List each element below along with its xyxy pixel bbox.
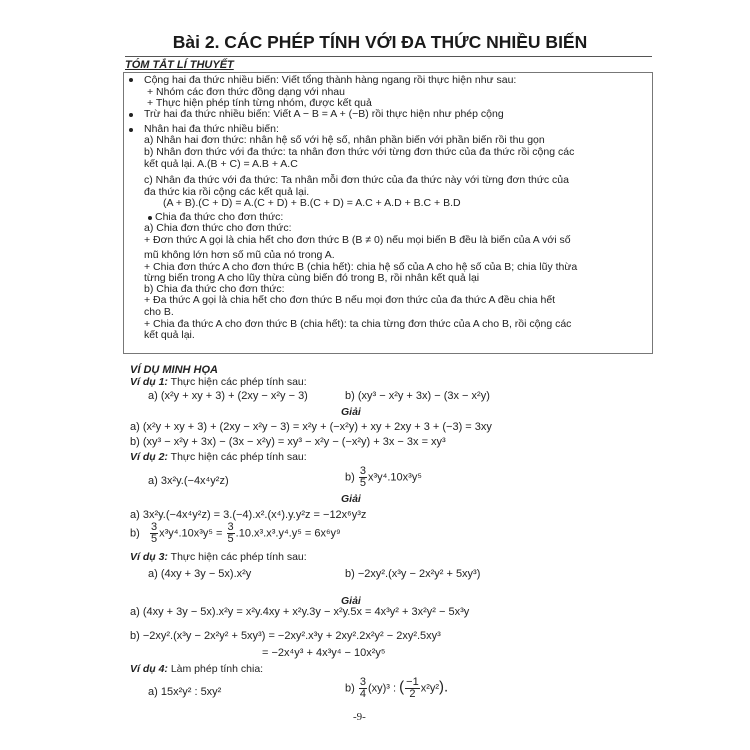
fraction [359, 677, 367, 700]
denominator: 2 [409, 688, 416, 700]
theory-heading: TÓM TẮT LÍ THUYẾT [125, 59, 234, 71]
theory-line: a) Nhân hai đơn thức: nhân hệ số với hệ số, nhân phần biến với phần biến rồi thu gọn [144, 134, 545, 146]
denominator: 5 [150, 533, 158, 545]
solution-2-b [130, 522, 341, 545]
numerator: −1 [406, 676, 419, 688]
example-3-prompt [130, 551, 307, 563]
example-4-b [345, 677, 448, 700]
example-1-a: a) (x²y + xy + 3) + (2xy − x²y − 3) [148, 390, 308, 402]
theory-line: (A + B).(C + D) = A.(C + D) + B.(C + D) = A.C + A.D + B.C + B.D [163, 197, 461, 209]
fraction [227, 522, 235, 545]
numerator: 3 [359, 676, 366, 688]
example-label: Ví dụ 1: [130, 376, 168, 388]
title-rule [125, 56, 652, 57]
theory-line: + Đa thức A gọi là chia hết cho đơn thức B nếu mọi đơn thức của đa thức A đều chia hết [144, 294, 556, 306]
expression: x²y² [420, 682, 440, 695]
theory-line: mũ không lớn hơn số mũ của nó trong A. [144, 249, 335, 261]
theory-line: Chia đa thức cho đơn thức: [155, 211, 284, 223]
example-1-prompt [130, 376, 307, 388]
example-3-a: a) (4xy + 3y − 5x).x²y [148, 568, 252, 580]
numerator: 3 [150, 521, 158, 533]
bullet-icon [129, 128, 133, 132]
solution-label: Giải [341, 406, 361, 418]
theory-line: đa thức kia rồi cộng các kết quả lại. [144, 186, 310, 198]
theory-line: Trừ hai đa thức nhiều biến: Viết A − B = A + (−B) rồi thực hiện như phép cộng [144, 108, 504, 120]
item-label: b) [345, 471, 355, 484]
solution-2-a: a) 3x²y.(−4x⁴y²z) = 3.(−4).x².(x⁴).y.y²z = −12x⁶y³z [130, 509, 367, 521]
examples-heading: VÍ DỤ MINH HỌA [130, 364, 218, 376]
expression: x³y⁴.10x³y⁵ = [159, 527, 223, 540]
paren: ( [399, 678, 405, 696]
example-prompt: Thực hiện các phép tính sau: [170, 551, 307, 563]
example-label: Ví dụ 2: [130, 451, 168, 463]
theory-line: + Đơn thức A gọi là chia hết cho đơn thức B (B ≠ 0) nếu mọi biến B đều là biến của A với số [144, 234, 571, 246]
example-4-prompt [130, 663, 263, 675]
bullet-icon [129, 78, 133, 82]
theory-line: + Chia đa thức A cho đơn thức B (chia hết): ta chia từng đơn thức của A cho B, rồi cộng các [144, 318, 572, 330]
theory-line: + Nhóm các đơn thức đồng dạng với nhau [147, 86, 345, 98]
solution-3-b-continued: = −2x⁴y³ + 4x³y⁴ − 10x²y⁵ [262, 647, 386, 659]
solution-3-a: a) (4xy + 3y − 5x).x²y = x²y.4xy + x²y.3y − x²y.5x = 4x³y² + 3x²y² − 5x³y [130, 606, 470, 618]
item-label: b) [130, 527, 140, 540]
page-title: Bài 2. CÁC PHÉP TÍNH VỚI ĐA THỨC NHIỀU BIẾN [172, 32, 588, 52]
paren: ). [439, 678, 449, 696]
theory-line: c) Nhân đa thức với đa thức: Ta nhân mỗi đơn thức của đa thức này với từng đơn thức của [144, 174, 569, 186]
bullet-icon [129, 113, 133, 117]
numerator: 3 [359, 465, 366, 477]
theory-line: b) Chia đa thức cho đơn thức: [144, 283, 285, 295]
fraction [150, 522, 158, 545]
denominator: 5 [227, 533, 234, 545]
example-label: Ví dụ 4: [130, 663, 168, 675]
theory-line: + Thực hiện phép tính từng nhóm, được kết quả [147, 97, 372, 109]
example-label: Ví dụ 3: [130, 551, 168, 563]
example-2-a: a) 3x²y.(−4x⁴y²z) [148, 475, 229, 487]
example-2-b [345, 466, 422, 489]
theory-line: Nhân hai đa thức nhiều biến: [144, 123, 279, 135]
theory-line: a) Chia đơn thức cho đơn thức: [144, 222, 292, 234]
example-4-a: a) 15x²y² : 5xy² [148, 686, 222, 698]
example-3-b: b) −2xy².(x³y − 2x²y² + 5xy³) [345, 568, 481, 580]
expression: (xy)³ : [367, 682, 397, 695]
theory-line: kết quả lại. [144, 329, 195, 341]
theory-line: b) Nhân đơn thức với đa thức: ta nhân đơn thức với từng đơn thức của đa thức rồi cộng các [144, 146, 575, 158]
page-number: -9- [353, 711, 366, 723]
theory-line: kết quả lại. A.(B + C) = A.B + A.C [144, 158, 298, 170]
numerator: 3 [227, 521, 234, 533]
theory-line: + Chia đơn thức A cho đơn thức B (chia hết): chia hệ số của A cho hệ số của B; chia lũy thừa [144, 261, 578, 273]
item-label: b) [345, 682, 355, 695]
solution-label: Giải [341, 595, 361, 607]
example-prompt: Thực hiện các phép tính sau: [170, 451, 307, 463]
example-prompt: Làm phép tính chia: [170, 663, 264, 675]
example-2-prompt [130, 451, 307, 463]
fraction [405, 677, 420, 700]
solution-3-b: b) −2xy².(x³y − 2x²y² + 5xy³) = −2xy².x³y + 2xy².2x²y² − 2xy².5xy³ [130, 630, 441, 642]
bullet-icon [148, 216, 152, 220]
expression: .10.x³.x³.y⁴.y⁵ = 6x⁶y⁹ [235, 527, 341, 540]
solution-1-b: b) (xy³ − x²y + 3x) − (3x − x²y) = xy³ − x²y − (−x²y) + 3x − 3x = xy³ [130, 436, 446, 448]
denominator: 5 [359, 477, 366, 489]
denominator: 4 [359, 688, 366, 700]
example-prompt: Thực hiện các phép tính sau: [170, 376, 307, 388]
expression: x³y⁴.10x³y⁵ [367, 471, 422, 484]
theory-line: từng biến trong A cho lũy thừa cùng biến đó trong B, rồi nhân kết quả lại [144, 272, 480, 284]
solution-label: Giải [341, 493, 361, 505]
fraction [359, 466, 367, 489]
example-1-b: b) (xy³ − x²y + 3x) − (3x − x²y) [345, 390, 490, 402]
theory-line: Cộng hai đa thức nhiều biến: Viết tổng thành hàng ngang rồi thực hiện như sau: [144, 74, 517, 86]
theory-line: cho B. [144, 306, 174, 318]
solution-1-a: a) (x²y + xy + 3) + (2xy − x²y − 3) = x²y + (−x²y) + xy + 2xy + 3 + (−3) = 3xy [130, 421, 492, 433]
